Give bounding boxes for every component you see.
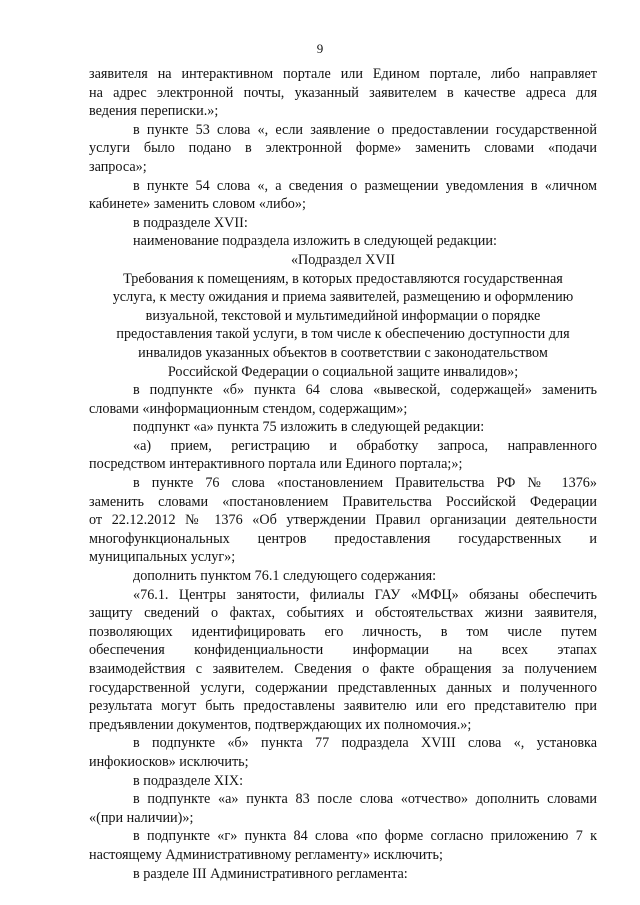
text-line: в подпункте «г» пункта 84 слова «по форме согласно приложению 7 к xyxy=(133,828,597,845)
page-number: 9 xyxy=(316,41,324,56)
text-line: «(при наличии)»; xyxy=(89,809,194,826)
text-line: кабинете» заменить словом «либо»; xyxy=(89,196,306,213)
text-line: от 22.12.2012 № 1376 «Об утверждении Правил организации деятельности xyxy=(89,512,597,529)
text-line: муниципальных услуг»; xyxy=(89,549,236,566)
paragraph xyxy=(89,790,597,827)
paragraph xyxy=(89,121,597,177)
text-line: в подпункте «а» пункта 83 после слова «отчество» дополнить словами xyxy=(133,791,597,808)
text-line: «а) прием, регистрацию и обработку запроса, направленного xyxy=(133,437,597,454)
paragraph xyxy=(89,827,597,864)
text-line: словами «информационным стендом, содержащим»; xyxy=(89,400,408,417)
text-line: дополнить пунктом 76.1 следующего содержания: xyxy=(133,568,437,585)
text-line: в подпункте «б» пункта 77 подраздела XVIII слова «, установка xyxy=(133,735,597,752)
paragraph xyxy=(89,214,597,233)
paragraph xyxy=(89,474,597,567)
paragraph xyxy=(89,418,597,437)
subsection-heading xyxy=(89,251,597,381)
paragraph xyxy=(89,381,597,418)
text-line: защиту сведений о фактах, событиях и обстоятельствах жизни заявителя, xyxy=(89,605,597,622)
text-line: предъявлении документов, подтверждающих их полномочия.»; xyxy=(89,716,472,733)
text-line: на адрес электронной почты, указанный заявителем в качестве адреса для xyxy=(89,84,597,101)
text-line: наименование подраздела изложить в следующей редакции: xyxy=(133,233,497,250)
text-line: в пункте 76 слова «постановлением Правительства РФ № 1376» xyxy=(133,475,597,492)
heading-line: Российской Федерации о социальной защите инвалидов»; xyxy=(167,363,519,380)
text-line: в пункте 54 слова «, а сведения о размещении уведомления в «личном xyxy=(133,177,597,194)
text-line: взаимодействия с заявителем. Сведения о факте обращения за получением xyxy=(89,661,597,677)
heading-line: Требования к помещениям, в которых предоставляются государственная xyxy=(123,270,563,287)
text-line: в подпункте «б» пункта 64 слова «вывеской, содержащей» заменить xyxy=(133,382,597,399)
paragraph xyxy=(89,567,597,586)
text-line: в подразделе XIX: xyxy=(133,772,244,789)
text-line: услуги было подано в электронной форме» заменить словами «подачи xyxy=(89,140,597,157)
paragraph xyxy=(89,586,597,735)
text-line: подпункт «а» пункта 75 изложить в следующей редакции: xyxy=(133,419,485,436)
paragraph xyxy=(89,177,597,214)
text-line: в пункте 53 слова «, если заявление о предоставлении государственной xyxy=(133,121,597,138)
text-line: результата могут быть предоставлены заявителю или его представителю при xyxy=(89,698,597,715)
paragraph xyxy=(89,437,597,474)
heading-line: предоставления такой услуги, в том числе к обеспечению доступности для xyxy=(116,326,570,343)
heading-line: услуга, к месту ожидания и приема заявителей, размещению и оформлению xyxy=(112,289,574,306)
text-line: заменить словами «постановлением Правительства Российской Федерации xyxy=(89,493,597,510)
text-line: в разделе III Административного регламента: xyxy=(133,865,408,882)
text-line: государственной услуги, содержании представленных данных и полученного xyxy=(89,679,597,696)
text-line: инфокиосков» исключить; xyxy=(89,753,249,770)
text-line: в подразделе XVII: xyxy=(133,214,248,231)
document-body xyxy=(89,65,597,883)
text-line: многофункциональных центров предоставления государственных и xyxy=(89,530,597,547)
heading-line: «Подраздел XVII xyxy=(290,251,396,268)
text-line: запроса»; xyxy=(89,158,147,175)
heading-line: инвалидов указанных объектов в соответствии с законодательством xyxy=(138,344,548,361)
paragraph xyxy=(89,865,597,884)
paragraph xyxy=(89,772,597,791)
paragraph xyxy=(89,232,597,251)
text-line: ведения переписки.»; xyxy=(89,103,219,120)
text-line: посредством интерактивного портала или Единого портала;»; xyxy=(89,456,463,473)
text-line: заявителя на интерактивном портале или Едином портале, либо направляет xyxy=(89,66,597,82)
text-line: обеспечения конфиденциальности информации на всех этапах xyxy=(89,642,597,659)
text-line: настоящему Административному регламенту» исключить; xyxy=(89,846,443,863)
paragraph xyxy=(89,734,597,771)
paragraph xyxy=(89,65,597,121)
text-line: «76.1. Центры занятости, филиалы ГАУ «МФЦ» обязаны обеспечить xyxy=(133,586,597,603)
heading-line: визуальной, текстовой и мультимедийной информации о порядке xyxy=(145,307,541,324)
text-line: позволяющих идентифицировать его личность, в том числе путем xyxy=(89,623,597,640)
